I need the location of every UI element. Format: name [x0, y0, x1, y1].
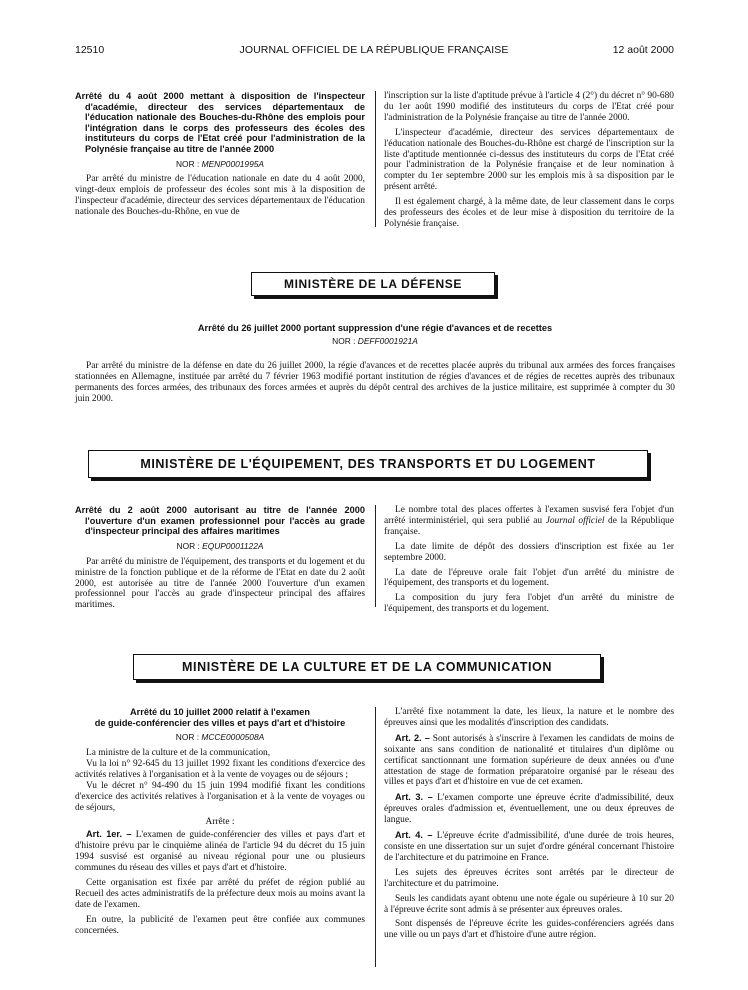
- s4-left-paragraph-2: Vu la loi n° 92-645 du 13 juillet 1992 fixant les conditions d'exercice des activités relatives à l'organisation et à la vente de voyages ou de séjours ;: [75, 759, 365, 780]
- issue-date: 12 août 2000: [612, 44, 674, 56]
- s4-nor-label: NOR :: [175, 732, 200, 743]
- s2-nor: [75, 336, 675, 346]
- s1-right-column: [384, 91, 674, 230]
- s4-art4-label: Art. 4. –: [395, 830, 433, 841]
- s3-left-column: [75, 505, 365, 611]
- s4-nor-value: MCCE0000508A: [201, 732, 265, 743]
- s4-column-divider: [375, 707, 376, 967]
- s4-art3-text: L'examen comporte une épreuve écrite d'admissibilité, deux épreuves orales d'admission et, éventuellement, une ou deux épreuves de langue.: [384, 793, 674, 826]
- s4-art1-text: L'examen de guide-conférencier des villes et pays d'art et d'histoire prévu par le cinquième alinéa de l'article 94 du décret du 15 juin 1994 susvisé est organisé au niveau régional pour une ou plusieurs communes du réseau des villes et pays d'art et d'histoire.: [75, 830, 365, 874]
- s2-ministry: MINISTÈRE DE LA DÉFENSE: [283, 277, 463, 291]
- s4-art2-label: Art. 2. –: [395, 732, 430, 743]
- s3-right-column: [384, 505, 674, 615]
- s4-title-line-2: de guide-conférencier des villes et pays d'art et d'histoire: [94, 717, 346, 728]
- s1-title: Arrêté du 4 août 2000 mettant à disposition de l'inspecteur d'académie, directeur des services départementaux de l'éducation nationale des Bouches-du-Rhône des emplois pour l'intégration dans le corps des professeurs des écoles des instituteurs du corps de l'Etat créé pour l'administration de la Polynésie française au titre de l'année 2000: [75, 91, 365, 154]
- s4-right-paragraph-5: Les sujets des épreuves écrites sont arrêtés par le directeur de l'architecture et du patrimoine.: [384, 867, 674, 889]
- ministry-defense-banner: [251, 272, 495, 296]
- s4-left-paragraph-1: La ministre de la culture et de la communication,: [86, 748, 271, 759]
- s3-nor-label: NOR :: [176, 540, 200, 551]
- s1-left-column: [75, 91, 365, 218]
- s3-right-paragraph-2: La date limite de dépôt des dossiers d'inscription est fixée au 1er septembre 2000.: [384, 541, 674, 563]
- s4-article-3: [384, 792, 674, 826]
- ministry-equipment-banner: [88, 450, 648, 478]
- s3-column-divider: [375, 505, 376, 607]
- s2-nor-value: DEFF0001921A: [357, 336, 418, 346]
- journal-title: JOURNAL OFFICIEL DE LA RÉPUBLIQUE FRANÇAISE: [239, 44, 509, 56]
- s4-nor: [75, 732, 365, 743]
- s2-paragraph: Par arrêté du ministre de la défense en date du 26 juillet 2000, la régie d'avances et de recettes placée auprès du tribunal aux armées des forces françaises stationnées en Allemagne, instituée par arrêté du 7 février 1963 modifié portant institution de régies d'avances et de régies de recettes auprès des tribunaux permanents des forces armées, des tribunaux des forces armées et auprès du dépôt central des archives de la justice militaire, est supprimée à compter du 30 juin 2000.: [75, 361, 675, 404]
- s1-nor: [75, 159, 365, 170]
- s4-left-column: [75, 707, 365, 937]
- s4-right-paragraph-6: Seuls les candidats ayant obtenu une note égale ou supérieure à 10 sur 20 à l'épreuve écrite sont admis à se présenter aux épreuves orales.: [384, 893, 674, 915]
- s4-art3-label: Art. 3. –: [395, 792, 433, 803]
- s3-left-paragraph: Par arrêté du ministre de l'équipement, des transports et du logement et du ministre de la fonction publique et de la réforme de l'Etat en date du 2 août 2000, est autorisée au titre de l'année 2000 l'ouverture d'un examen professionnel pour l'accès au grade d'inspecteur principal des affaires maritimes.: [75, 556, 365, 611]
- s3-right-p1a: Le nombre total des places offertes à l'examen susvisé fera l'objet d'un arrêté interministériel, qui sera publié au: [384, 505, 674, 526]
- s3-right-paragraph-1: [384, 505, 674, 538]
- ministry-culture-banner: [133, 654, 601, 680]
- s4-right-paragraph-7: Sont dispensés de l'épreuve écrite les guides-conférenciers agréés dans une ville ou un pays d'art et d'histoire d'une autre région.: [384, 919, 674, 941]
- s1-right-paragraph-3: Il est également chargé, à la même date, de leur classement dans le corps des professeurs des écoles et de leur mise à disposition du territoire de la Polynésie française.: [384, 197, 674, 229]
- s4-right-column: [384, 707, 674, 941]
- s3-title: Arrêté du 2 août 2000 autorisant au titre de l'année 2000 l'ouverture d'un examen professionnel pour l'accès au grade d'inspecteur principal des affaires maritimes: [75, 505, 365, 537]
- s4-article-2: [384, 733, 674, 789]
- s2-nor-label: NOR :: [332, 336, 356, 346]
- s4-art1-label: Art. 1er. –: [86, 829, 132, 840]
- s4-arrete: Arrête :: [205, 816, 235, 827]
- s4-article-4: [384, 830, 674, 864]
- s1-right-paragraph-1: l'inscription sur la liste d'aptitude prévue à l'article 4 (2°) du décret n° 90-680 du 1er août 1990 modifié des instituteurs du corps de l'Etat créé pour l'administration de la Polynésie française au titre de l'année 2000.: [384, 91, 674, 123]
- s3-right-p1-italic: Journal officiel: [545, 515, 605, 526]
- s2-title: Arrêté du 26 juillet 2000 portant suppression d'une régie d'avances et de recettes: [197, 323, 553, 333]
- s4-art2-text: Sont autorisés à s'inscrire à l'examen les candidats de moins de soixante ans sans condition de nationalité et titulaires d'un diplôme ou certificat sanctionnant une formation supérieure de deux années ou d'une attestation de stage de formation préparatoire organisé par le réseau des villes et pays d'art et d'histoire en vue de cet examen.: [384, 733, 675, 788]
- s1-left-paragraph: Par arrêté du ministre de l'éducation nationale en date du 4 août 2000, vingt-deux emplois de professeur des écoles sont mis à la disposition de l'inspecteur d'académie, directeur des services départementaux de l'éducation nationale des Bouches-du-Rhône, en vue de: [75, 174, 365, 218]
- s3-right-p1b: de la République française.: [384, 515, 674, 537]
- s4-left-paragraph-6: En outre, la publicité de l'examen peut être confiée aux communes concernées.: [75, 914, 365, 936]
- s1-right-paragraph-2: L'inspecteur d'académie, directeur des services départementaux de l'éducation nationale des Bouches-du-Rhône est chargé de l'inscription sur la liste d'aptitude mentionnée ci-dessus des instituteurs du corps de l'Etat créé pour l'administration de la Polynésie française et de leur nomination à compter du 1er septembre 2000 sur les emplois mis à sa disposition par le présent arrêté.: [384, 127, 674, 193]
- s1-nor-value: MENP0001995A: [201, 158, 264, 169]
- page-number: 12510: [75, 44, 105, 56]
- s3-ministry: MINISTÈRE DE L'ÉQUIPEMENT, DES TRANSPORTS ET DU LOGEMENT: [140, 457, 596, 471]
- s4-left-paragraph-5: Cette organisation est fixée par arrêté du préfet de région publié au Recueil des actes administratifs de la préfecture deux mois au moins avant la date de l'examen.: [75, 878, 365, 910]
- s1-nor-label: NOR :: [176, 158, 200, 169]
- s3-right-paragraph-4: La composition du jury fera l'objet d'un arrêté du ministre de l'équipement, des transports et du logement.: [384, 593, 674, 615]
- s3-nor: [75, 541, 365, 552]
- s3-right-paragraph-3: La date de l'épreuve orale fait l'objet d'un arrêté du ministre de l'équipement, des transports et du logement.: [384, 567, 674, 589]
- s4-left-paragraph-3: Vu le décret n° 94-490 du 15 juin 1994 modifié fixant les conditions d'exercice des activités relatives à l'organisation et à la vente de voyages ou de séjours,: [75, 780, 365, 813]
- s3-nor-value: EQUP0001122A: [202, 540, 264, 551]
- s4-ministry: MINISTÈRE DE LA CULTURE ET DE LA COMMUNICATION: [182, 660, 552, 674]
- s2-body: [75, 361, 675, 405]
- s4-right-paragraph-1: L'arrêté fixe notamment la date, les lieux, la nature et le nombre des épreuves ainsi que les modalités d'inscription des candidats.: [384, 707, 674, 728]
- s1-column-divider: [375, 91, 376, 227]
- s4-art4-text: L'épreuve écrite d'admissibilité, d'une durée de trois heures, consiste en une dissertation sur un sujet d'ordre général concernant l'histoire de l'architecture et du patrimoine en France.: [384, 831, 675, 863]
- s4-article-1: [75, 829, 365, 874]
- s4-title-line-1: Arrêté du 10 juillet 2000 relatif à l'examen: [130, 707, 310, 717]
